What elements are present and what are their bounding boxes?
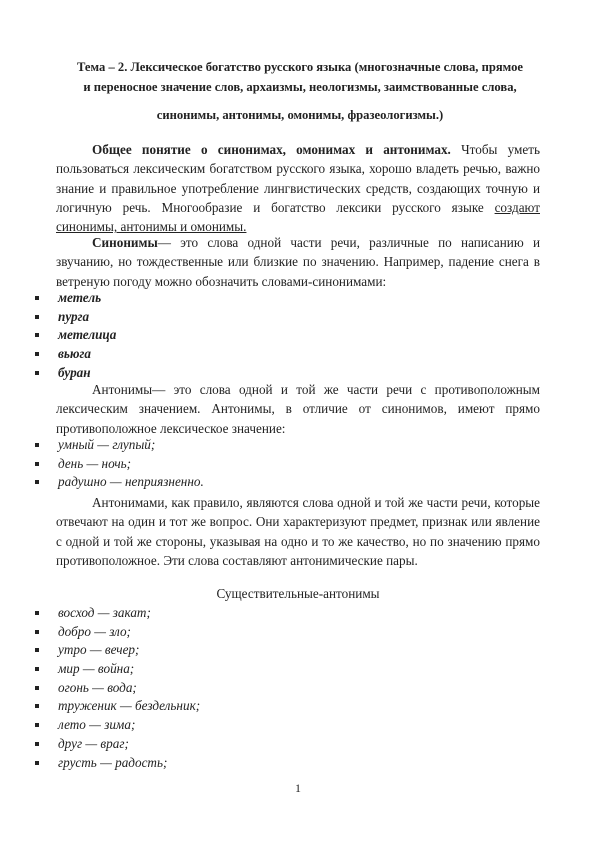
list-item [0,455,204,474]
synonyms-paragraph [56,233,540,291]
list-item-text: восход — закат; [58,605,151,620]
list-item [0,473,204,492]
page-number: 1 [295,781,301,795]
nouns-heading: Существительные-антонимы [216,586,380,601]
list-item [0,679,200,698]
list-item [0,660,200,679]
list-item-text: лето — зима; [58,717,136,733]
list-item-text: пурга [58,308,90,324]
intro-underlined-text: создают синонимы, антонимы и омонимы. [56,199,540,235]
bullet-icon [35,462,39,466]
list-item [0,697,200,716]
intro-heading: Общее понятие о синонимах, омонимах и антонимах. [92,142,451,157]
list-item-text: буран [58,364,91,380]
list-item-text: метелица [58,327,117,343]
list-item [0,716,200,735]
list-item-text: радушно — неприязненно. [58,474,204,490]
intro-text: Чтобы уметь пользоваться лексическим богатством русского языка, хорошо владеть речью, важно знание и правильное употребление лингвистических средств, создающих точную и логичную речь. Многообразие и богатство лексики русского языке [56,142,540,215]
list-item-text: мир — война; [58,661,135,677]
list-item-text: добро — зло; [58,623,131,639]
bullet-icon [35,686,39,690]
list-item [0,289,116,308]
bullet-icon [35,723,39,727]
intro-paragraph [56,140,540,236]
antonyms-paragraph: Антонимы— это слова одной и той же части речи с противоположным лексическим значением. Антонимы, в отличие от синонимов, имеют прямо противоположное лексическое значение: [56,382,540,436]
bullet-icon [35,742,39,746]
list-item [0,326,116,345]
bullet-icon [35,333,39,337]
list-item [0,604,200,623]
bullet-icon [35,611,39,615]
list-item [0,754,200,773]
list-item [0,308,116,327]
antonyms-list [0,436,204,492]
bullet-icon [35,630,39,634]
list-item-text: утро — вечер; [58,642,140,658]
list-item-text: умный — глупый; [58,437,156,452]
bullet-icon [35,315,39,319]
bullet-icon [35,480,39,484]
list-item-text: вьюга [58,346,92,362]
bullet-icon [35,704,39,708]
title-line-2: и переносное значение слов, архаизмы, неологизмы, заимствованные слова, [83,79,517,94]
list-item [0,735,200,754]
list-item [0,345,116,364]
synonyms-term: Синонимы [92,235,158,250]
bullet-icon [35,443,39,447]
bullet-icon [35,648,39,652]
bullet-icon [35,296,39,300]
list-item [0,641,200,660]
list-item-text: огонь — вода; [58,679,137,695]
bullet-icon [35,761,39,765]
bullet-icon [35,371,39,375]
title-line-3: синонимы, антонимы, омонимы, фразеологизмы.) [156,108,444,122]
list-item-text: грусть — радость; [58,754,168,770]
page-title [40,58,560,97]
bullet-icon [35,667,39,671]
list-item-text: друг — враг; [58,735,129,751]
synonyms-text: — это слова одной части речи, различные по написанию и звучанию, но тождественные или близкие по значению. Например, падение снега в ветреную погоду можно обозначить словами-синонимами: [56,235,540,289]
bullet-icon [35,352,39,356]
list-item-text: метель [58,290,102,305]
antonyms-pairs-paragraph: Антонимами, как правило, являются слова одной и той же части речи, которые отвечают на один и тот же вопрос. Они характеризуют предмет, признак или явление с одной и той же стороны, указывая на одно и то же качество, но по значению прямо противоположное. Эти слова составляют антонимические пары. [56,495,540,568]
noun-antonyms-list [0,604,200,772]
list-item [0,623,200,642]
synonyms-list [0,289,116,382]
list-item-text: труженик — бездельник; [58,698,201,714]
title-line-1: Тема – 2. Лексическое богатство русского языка (многозначные слова, прямое [77,60,523,74]
list-item [0,436,204,455]
list-item-text: день — ночь; [58,455,132,471]
